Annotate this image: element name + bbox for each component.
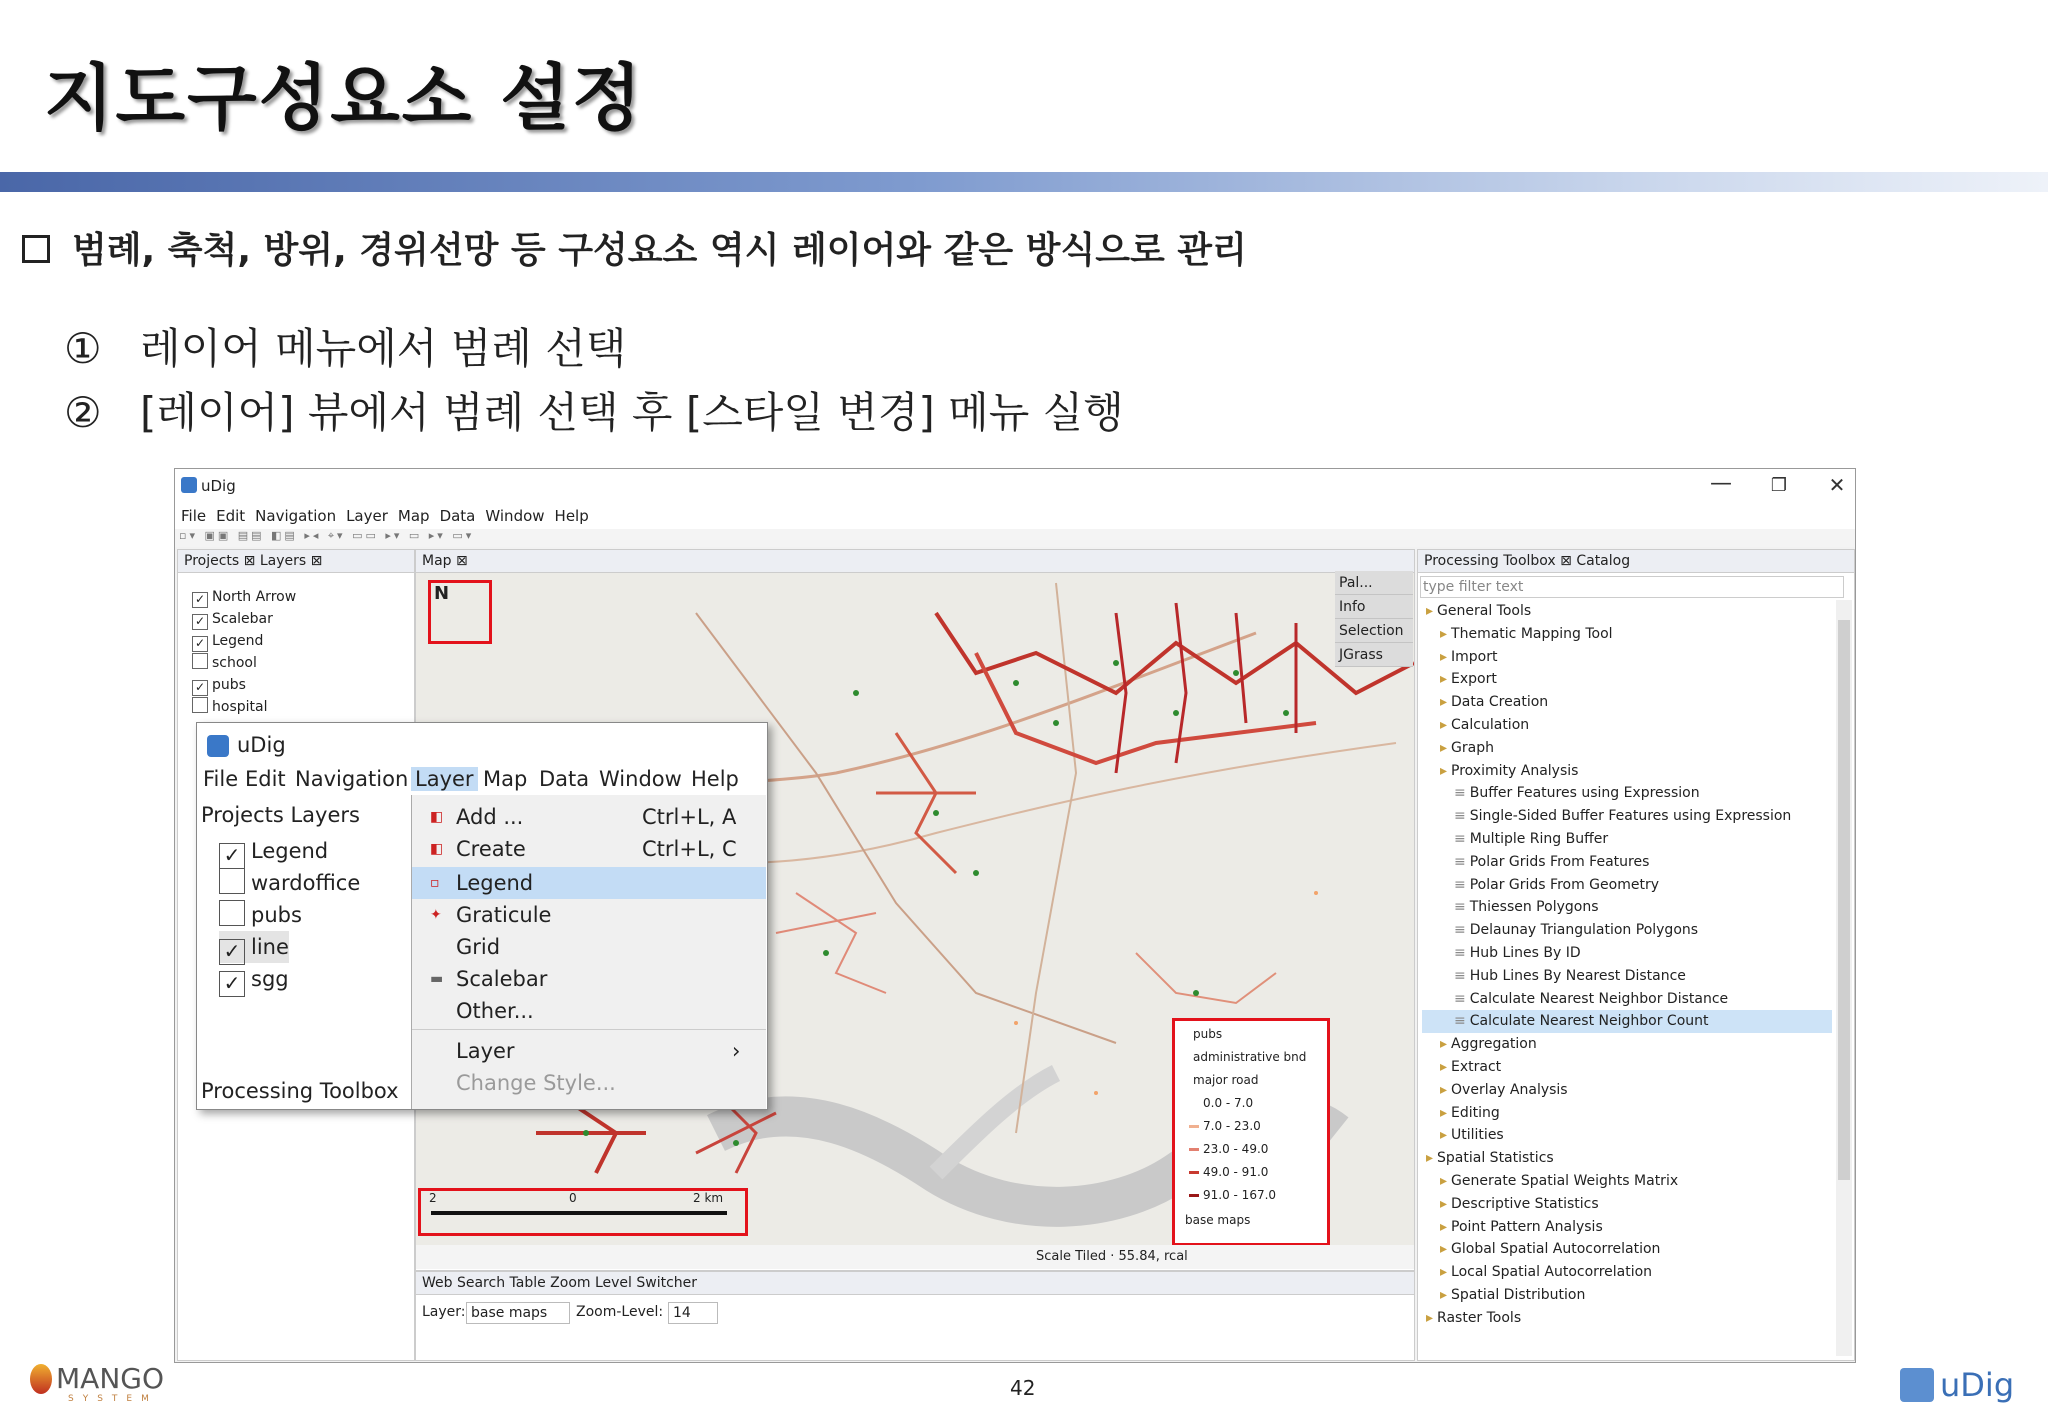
tree-item[interactable] — [1422, 623, 1832, 646]
layer-checkbox[interactable]: ✓ — [192, 636, 208, 652]
popup-menu-edit[interactable]: Edit — [245, 767, 286, 791]
folder-icon: ▸ — [1440, 716, 1448, 733]
slide-title: 지도구성요소 설정 — [44, 56, 644, 140]
popup-menu-help[interactable]: Help — [691, 767, 739, 791]
menu-item-graticule[interactable]: ✦ Graticule — [412, 899, 766, 931]
palette-tab[interactable]: Pal... — [1335, 571, 1413, 595]
layer-row[interactable] — [192, 586, 296, 608]
layer-checkbox[interactable]: ✓ — [192, 680, 208, 696]
popup-layer-label: Legend — [251, 839, 329, 863]
popup-layer-label: wardoffice — [251, 871, 361, 895]
popup-layer-label: sgg — [251, 967, 289, 991]
main-toolbar[interactable]: ▫▾ ▣▣ ▤▤ ◧▤ ▸◂ ⌖▾ ▭▭ ▸▾ ▭ ▸▾ ▭▾ — [175, 529, 1856, 547]
folder-icon: ▸ — [1440, 739, 1448, 756]
tree-item[interactable] — [1422, 805, 1832, 828]
tool-icon: ≡ — [1454, 853, 1466, 870]
tree-item-label: Import — [1451, 648, 1498, 665]
popup-processing-tab[interactable]: Processing Toolbox — [201, 1079, 399, 1103]
legend-highlight — [1172, 1018, 1330, 1245]
menu-map[interactable]: Map — [397, 507, 430, 525]
popup-layer-row[interactable] — [219, 835, 328, 867]
tree-item-label: Thematic Mapping Tool — [1451, 625, 1613, 642]
mango-drop-icon — [30, 1364, 52, 1394]
tool-icon: ≡ — [1454, 967, 1466, 984]
window-titlebar — [175, 469, 1855, 503]
step-2 — [64, 380, 1124, 440]
selection-tool[interactable]: Selection — [1335, 619, 1413, 643]
tree-item[interactable] — [1422, 988, 1832, 1011]
scalebar-highlight — [418, 1188, 748, 1236]
zoom-layer-select[interactable]: base maps — [466, 1302, 570, 1324]
jgrass-tool[interactable]: JGrass — [1335, 643, 1413, 667]
tree-item[interactable] — [1422, 896, 1832, 919]
menu-window[interactable]: Window — [485, 507, 545, 525]
mango-logo — [30, 1362, 164, 1395]
layer-label: hospital — [212, 699, 268, 715]
layer-checkbox[interactable] — [192, 653, 208, 669]
tree-item[interactable] — [1422, 828, 1832, 851]
tree-item-label: Editing — [1451, 1104, 1500, 1121]
page-number: 42 — [1010, 1376, 1036, 1400]
legend-item: 91.0 - 167.0 — [1203, 1188, 1277, 1202]
legend-item: major road — [1193, 1073, 1259, 1087]
tree-item-label: Calculate Nearest Neighbor Count — [1469, 1013, 1709, 1030]
bullet-line — [22, 222, 1247, 273]
popup-menu-file[interactable]: File — [203, 767, 239, 791]
tree-item-label: Raster Tools — [1437, 1309, 1522, 1326]
menu-item-change-style[interactable]: Change Style... — [456, 1071, 616, 1095]
tree-item-label: General Tools — [1437, 603, 1532, 619]
mango-logo-text: MANGO — [56, 1362, 164, 1395]
tree-item-label: Hub Lines By Nearest Distance — [1469, 967, 1686, 984]
udig-logo-text: uDig — [1940, 1366, 2015, 1404]
legend-swatch — [1189, 1148, 1199, 1151]
tree-item[interactable] — [1422, 760, 1832, 783]
popup-menu-map[interactable]: Map — [483, 767, 528, 791]
folder-icon: ▸ — [1440, 1036, 1448, 1053]
scalebar-right-label: 2 km — [693, 1191, 724, 1205]
popup-layer-label: line — [251, 935, 289, 959]
layer-label: school — [212, 655, 257, 671]
scalebar-icon: ▬ — [430, 971, 444, 987]
popup-layer-label: pubs — [251, 903, 302, 927]
close-button[interactable]: ✕ — [1828, 473, 1846, 497]
filter-input[interactable]: type filter text — [1420, 576, 1844, 598]
legend-item: 0.0 - 7.0 — [1203, 1096, 1254, 1110]
folder-icon: ▸ — [1426, 603, 1434, 619]
tree-item-label: Descriptive Statistics — [1451, 1195, 1599, 1212]
layer-row[interactable] — [192, 630, 263, 652]
tree-item[interactable] — [1422, 1033, 1832, 1056]
mango-logo-sub: SYSTEM — [68, 1394, 158, 1404]
step-1-number: ① — [64, 324, 102, 373]
popup-title: uDig — [237, 733, 286, 757]
folder-icon: ▸ — [1440, 1058, 1448, 1075]
folder-icon: ▸ — [1440, 1104, 1448, 1121]
popup-layers-panel — [197, 797, 409, 1109]
popup-layers-tabs[interactable]: Projects Layers — [201, 803, 360, 827]
layer-menu-popup — [196, 722, 768, 1110]
minimize-button[interactable]: — — [1710, 471, 1732, 496]
menu-help[interactable]: Help — [554, 507, 589, 525]
tree-item[interactable] — [1422, 1170, 1832, 1193]
tree-item-label: Extract — [1451, 1058, 1502, 1075]
tree-item-label: Spatial Statistics — [1437, 1150, 1554, 1167]
tree-item[interactable] — [1422, 1010, 1832, 1033]
menu-item-create[interactable]: ◧ Create Ctrl+L, C — [412, 833, 766, 865]
tool-icon: ≡ — [1454, 944, 1466, 961]
folder-icon: ▸ — [1440, 648, 1448, 665]
step-1-text: 레이어 메뉴에서 범례 선택 — [140, 324, 627, 373]
tool-icon: ≡ — [1454, 990, 1466, 1007]
map-status-bar — [416, 1245, 1414, 1269]
layer-label: North Arrow — [212, 589, 297, 605]
graticule-icon: ✦ — [430, 907, 442, 923]
folder-icon: ▸ — [1440, 625, 1448, 642]
toolbox-tabs[interactable]: Processing Toolbox ⊠ Catalog — [1418, 550, 1854, 573]
step-2-text: [레이어] 뷰에서 범례 선택 후 [스타일 변경] 메뉴 실행 — [140, 388, 1124, 437]
popup-layer-checkbox[interactable]: ✓ — [219, 939, 245, 965]
layer-checkbox[interactable] — [192, 697, 208, 713]
scalebar-left-label: 2 — [429, 1191, 437, 1205]
legend-item: pubs — [1193, 1027, 1223, 1041]
toolbox-scrollbar[interactable] — [1836, 600, 1852, 1356]
step-1 — [64, 316, 626, 376]
layer-row[interactable] — [192, 608, 273, 630]
window-title: uDig — [201, 477, 236, 495]
menu-edit[interactable]: Edit — [216, 507, 246, 525]
north-arrow-icon: N — [434, 583, 450, 604]
tree-item[interactable] — [1422, 691, 1832, 714]
tree-item-label: Thiessen Polygons — [1469, 899, 1599, 916]
palette-panel — [1335, 571, 1413, 671]
submenu-arrow-icon: › — [732, 1039, 741, 1063]
udig-app-icon — [207, 735, 229, 757]
popup-menu-data[interactable]: Data — [539, 767, 590, 791]
tree-item-label: Calculate Nearest Neighbor Distance — [1469, 990, 1729, 1007]
legend-item: administrative bnd — [1193, 1050, 1307, 1064]
popup-layer-row[interactable] — [219, 867, 360, 899]
popup-layer-row[interactable] — [219, 931, 289, 963]
tree-item-label: Local Spatial Autocorrelation — [1451, 1264, 1653, 1281]
layer-label: Legend — [212, 633, 264, 649]
folder-icon: ▸ — [1440, 1241, 1448, 1258]
tree-item[interactable] — [1422, 1079, 1832, 1102]
tree-item-label: Polar Grids From Features — [1469, 853, 1650, 870]
tree-item[interactable] — [1422, 1102, 1832, 1125]
menu-item-grid[interactable]: Grid — [456, 935, 501, 959]
folder-icon: ▸ — [1440, 671, 1448, 688]
folder-icon: ▸ — [1440, 1127, 1448, 1144]
main-menubar — [175, 503, 1855, 529]
tool-icon: ≡ — [1454, 1013, 1466, 1030]
menu-separator — [412, 1029, 766, 1030]
menu-item-scalebar[interactable]: ▬ Scalebar — [412, 963, 766, 995]
popup-menu-window[interactable]: Window — [599, 767, 682, 791]
tree-item[interactable] — [1422, 942, 1832, 965]
popup-menu-navigation[interactable]: Navigation — [295, 767, 409, 791]
tool-icon: ≡ — [1454, 785, 1466, 802]
menu-item-other[interactable]: Other... — [456, 999, 534, 1023]
zoom-level-label: Zoom-Level: — [576, 1304, 664, 1320]
tree-item[interactable] — [1422, 600, 1832, 623]
tree-item-label: Spatial Distribution — [1451, 1286, 1586, 1303]
menu-item-add[interactable]: ◧ Add ... Ctrl+L, A — [412, 801, 766, 833]
tree-item-label: Delaunay Triangulation Polygons — [1469, 922, 1699, 939]
folder-icon: ▸ — [1440, 1286, 1448, 1303]
info-tool[interactable]: Info — [1335, 595, 1413, 619]
layer-dropdown-menu — [411, 795, 766, 1109]
tree-item[interactable] — [1422, 874, 1832, 897]
tree-item[interactable] — [1422, 1261, 1832, 1284]
tree-item-label: Buffer Features using Expression — [1469, 785, 1700, 802]
menu-layer[interactable]: Layer — [346, 507, 388, 525]
legend-swatch — [1189, 1171, 1199, 1174]
tree-item[interactable] — [1422, 851, 1832, 874]
tree-item[interactable] — [1422, 1216, 1832, 1239]
step-2-number: ② — [64, 388, 102, 437]
popup-layer-row[interactable] — [219, 963, 289, 995]
popup-layer-checkbox[interactable]: ✓ — [219, 843, 245, 869]
tool-icon: ≡ — [1454, 808, 1466, 825]
scalebar-mid-label: 0 — [569, 1191, 577, 1205]
tree-item-label: Generate Spatial Weights Matrix — [1451, 1172, 1679, 1189]
tree-item-label: Utilities — [1451, 1127, 1504, 1144]
tree-item[interactable] — [1422, 919, 1832, 942]
layer-row[interactable] — [192, 696, 267, 718]
layer-label: pubs — [212, 677, 246, 693]
title-underline-bar — [0, 172, 2048, 192]
folder-icon: ▸ — [1440, 1195, 1448, 1212]
bottom-panel — [415, 1271, 1415, 1361]
bullet-square-icon — [22, 235, 50, 263]
scalebar-line — [431, 1211, 727, 1215]
folder-icon: ▸ — [1440, 1081, 1448, 1098]
restore-button[interactable]: ❐ — [1770, 475, 1788, 496]
layer-checkbox[interactable]: ✓ — [192, 614, 208, 630]
tree-item[interactable] — [1422, 1307, 1832, 1330]
tree-item[interactable] — [1422, 737, 1832, 760]
tree-item-label: Aggregation — [1451, 1036, 1537, 1053]
tool-icon: ≡ — [1454, 922, 1466, 939]
udig-logo-icon — [1900, 1368, 1934, 1402]
tree-item[interactable] — [1422, 668, 1832, 691]
tree-item-label: Hub Lines By ID — [1469, 944, 1581, 961]
folder-icon: ▸ — [1440, 762, 1448, 779]
udig-app-icon — [181, 477, 197, 493]
tree-item-label: Export — [1451, 671, 1497, 688]
tree-item-label: Data Creation — [1451, 694, 1549, 711]
tree-item-label: Point Pattern Analysis — [1451, 1218, 1603, 1235]
tree-item-label: Calculation — [1451, 716, 1530, 733]
zoom-level-select[interactable]: 14 — [668, 1302, 718, 1324]
menu-item-legend[interactable]: ▫ Legend — [412, 867, 766, 899]
folder-icon: ▸ — [1426, 1150, 1434, 1167]
tree-item-label: Multiple Ring Buffer — [1469, 830, 1609, 847]
tree-item-label: Global Spatial Autocorrelation — [1451, 1241, 1661, 1258]
tree-item-label: Polar Grids From Geometry — [1469, 876, 1659, 893]
bottom-tabs[interactable]: Web Search Table Zoom Level Switcher — [416, 1272, 1414, 1295]
popup-menu-layer[interactable]: Layer — [411, 767, 478, 791]
folder-icon: ▸ — [1440, 1264, 1448, 1281]
menu-data[interactable]: Data — [439, 507, 476, 525]
tree-item[interactable] — [1422, 782, 1832, 805]
map-tab[interactable]: Map ⊠ — [416, 550, 1414, 573]
tree-item[interactable] — [1422, 1056, 1832, 1079]
tree-item[interactable] — [1422, 1284, 1832, 1307]
layer-row[interactable] — [192, 674, 246, 696]
menu-item-layer-submenu[interactable]: Layer › — [412, 1035, 766, 1067]
tree-item[interactable] — [1422, 1193, 1832, 1216]
legend-item: base maps — [1185, 1213, 1251, 1227]
tool-icon: ≡ — [1454, 876, 1466, 893]
tool-icon: ≡ — [1454, 899, 1466, 916]
tree-item-label: Overlay Analysis — [1451, 1081, 1568, 1098]
folder-icon: ▸ — [1440, 1172, 1448, 1189]
add-icon: ◧ — [430, 809, 444, 825]
layer-row[interactable] — [192, 652, 257, 674]
bullet-text: 범례, 축척, 방위, 경위선망 등 구성요소 역시 레이어와 같은 방식으로 관리 — [72, 230, 1247, 271]
legend-swatch — [1189, 1194, 1199, 1197]
tree-item-label: Single-Sided Buffer Features using Expression — [1469, 808, 1792, 825]
legend-item: 23.0 - 49.0 — [1203, 1142, 1269, 1156]
menu-navigation[interactable]: Navigation — [255, 507, 337, 525]
tree-item[interactable] — [1422, 1147, 1832, 1170]
layer-checkbox[interactable]: ✓ — [192, 592, 208, 608]
folder-icon: ▸ — [1440, 1218, 1448, 1235]
layers-panel-tabs[interactable]: Projects ⊠ Layers ⊠ — [178, 550, 414, 573]
tree-item[interactable] — [1422, 1124, 1832, 1147]
folder-icon: ▸ — [1440, 694, 1448, 711]
tree-item-label: Proximity Analysis — [1451, 762, 1579, 779]
udig-logo — [1900, 1366, 2014, 1404]
menu-file[interactable]: File — [181, 507, 207, 525]
create-icon: ◧ — [430, 841, 444, 857]
toolbox-tree — [1422, 600, 1832, 1330]
folder-icon: ▸ — [1426, 1309, 1434, 1326]
zoom-layer-label: Layer: — [422, 1304, 466, 1320]
tree-item[interactable] — [1422, 965, 1832, 988]
processing-toolbox-panel — [1417, 549, 1855, 1361]
map-status-text: Scale Tiled · 55.84, rcal — [1036, 1249, 1188, 1264]
popup-layer-checkbox[interactable]: ✓ — [219, 971, 245, 997]
popup-layer-checkbox[interactable] — [219, 868, 245, 894]
tool-icon: ≡ — [1454, 830, 1466, 847]
tree-item[interactable] — [1422, 646, 1832, 669]
tree-item[interactable] — [1422, 1238, 1832, 1261]
tree-item[interactable] — [1422, 714, 1832, 737]
legend-icon: ▫ — [430, 875, 440, 891]
layer-label: Scalebar — [212, 611, 273, 627]
popup-menubar — [197, 763, 767, 795]
legend-swatch — [1189, 1125, 1199, 1128]
legend-item: 49.0 - 91.0 — [1203, 1165, 1269, 1179]
popup-layer-row[interactable] — [219, 899, 302, 931]
popup-layer-checkbox[interactable] — [219, 900, 245, 926]
legend-item: 7.0 - 23.0 — [1203, 1119, 1261, 1133]
tree-item-label: Graph — [1451, 739, 1494, 756]
scrollbar-thumb[interactable] — [1838, 620, 1850, 1180]
